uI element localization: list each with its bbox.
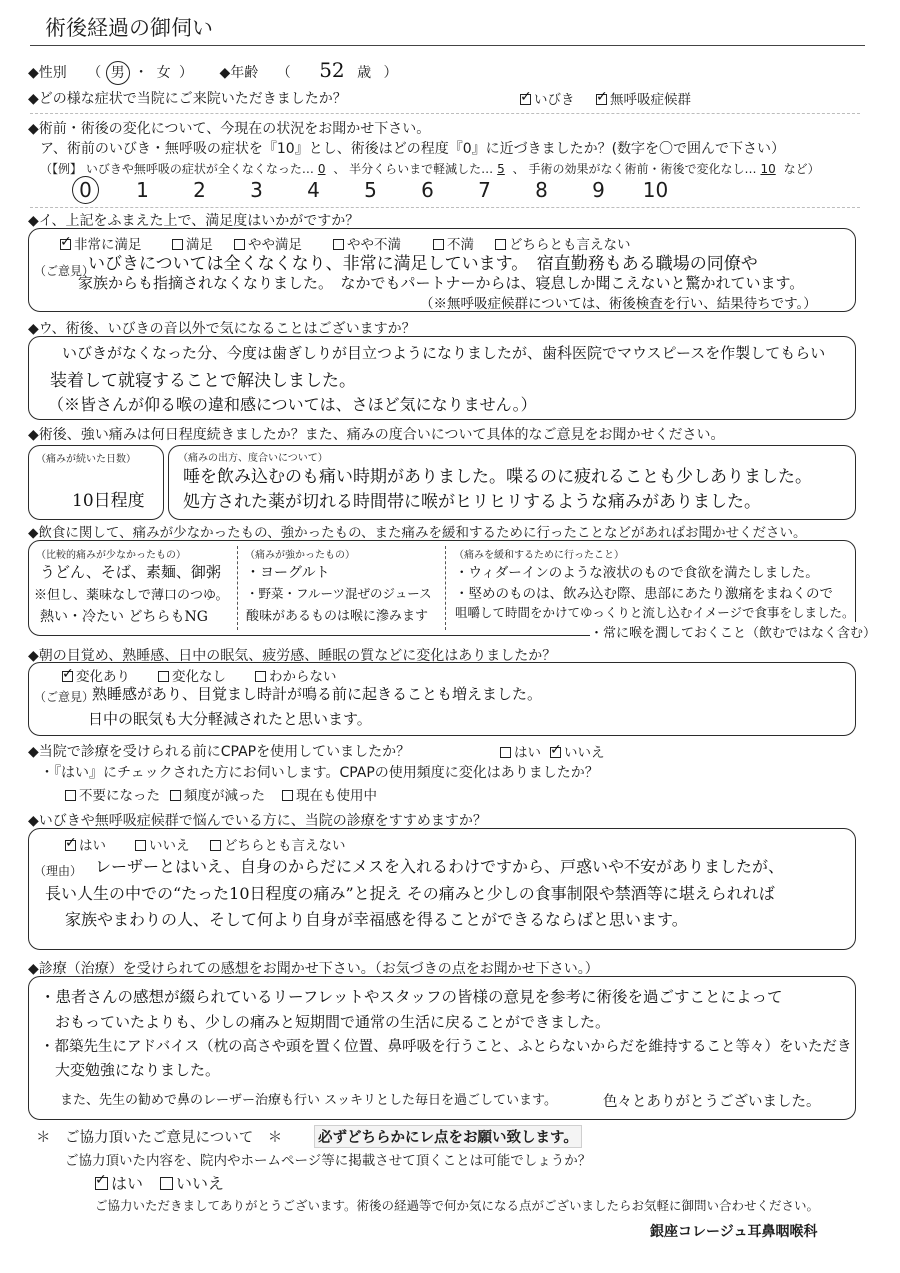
cpap-follow-option[interactable] [170,784,265,804]
option-label: わからない [269,669,337,685]
recommend-option[interactable] [135,834,190,854]
option-label: 満足 [186,237,213,253]
scale-cell [513,177,570,203]
handwritten-answer-line: ・患者さんの感想が綴られているリーフレットやスタッフの皆様の意見を参考に術後を過ごすことによって [40,988,783,1006]
handwritten-answer-line: 大変勉強になりました。 [55,1061,221,1079]
handwritten-closing: 色々とありがとうございました。 [603,1094,821,1110]
pain-days-label: （痛みが続いた日数） [36,454,136,465]
recommend-option[interactable] [65,834,106,854]
pain-question: ◆術後、強い痛みは何日程度続きましたか？また、痛みの度合いについて具体的なご意見をお聞かせください。 [28,427,725,443]
food-less-label: （比較的痛みが少なかったもの） [36,550,186,561]
option-label: 変化なし [172,669,226,685]
example-prefix: （【例】 [40,162,83,176]
option-label: 頻度が減った [184,788,265,804]
option-label: やや不満 [347,237,401,253]
checkbox[interactable] [135,840,146,851]
consent-option-no[interactable] [160,1171,224,1194]
checkbox[interactable] [65,790,76,801]
thanks-message: ご協力いただきましてありがとうございます。術後の経過等で何か気になる点がございましたらお気軽に御問い合わせください。 [95,1198,820,1213]
gender-separator: ・ [134,65,149,81]
scale-number[interactable]: 1 [136,178,149,202]
concern-question: ◆ウ、術後、いびきの音以外で気になることはございますか？ [28,321,416,337]
food-relief-label: （痛みを緩和するために行ったこと） [454,550,624,561]
age-unit: 歳 [357,65,372,81]
change-heading: ◆術前・術後の変化について、今現在の状況をお聞かせ下さい。 [28,121,431,137]
handwritten-comment-line: 日中の眠気も大分軽減されたと思います。 [88,710,372,728]
handwritten-answer-line: ・堅めのものは、飲み込む際、患部にあたり激痛をまねくので [455,586,833,602]
cpap-follow-up-question: ・『はい』にチェックされた方にお伺いします。CPAPの使用頻度に変化はありましたか？ [40,765,599,781]
scale-cell [627,177,684,203]
scale-cell [228,177,285,203]
option-label: はい [79,838,106,854]
symptom-option-snoring[interactable] [520,88,575,108]
handwritten-comment-line: 熟睡感があり、目覚まし時計が鳴る前に起きることも増えました。 [92,685,543,703]
comment-label: （ご意見） [34,264,95,278]
option-label: どちらとも言えない [509,237,631,253]
column-divider [445,546,446,630]
age-value: 52 [319,58,345,82]
consent-heading: ＊ ご協力頂いたご意見について ＊ [36,1130,283,1146]
pain-degree-label: （痛みの出方、度合いについて） [178,453,328,464]
consent-option-yes[interactable] [95,1171,143,1194]
scale-cell [171,177,228,203]
food-strong-label: （痛みが強かったもの） [245,550,355,561]
satisfaction-question: ◆イ、上記をふまえた上で、満足度はいかがですか？ [28,213,360,229]
checkbox[interactable] [95,1177,108,1190]
section-divider [30,113,860,114]
handwritten-answer-line: ・都築先生にアドバイス（枕の高さや頭を置く位置、鼻呼吸を行うこと、ふとらないからだを維持すること等々）をいただき [40,1039,852,1055]
option-label: 無呼吸症候群 [610,92,691,108]
gender-option-female[interactable]: 女 [156,65,171,81]
scale-number[interactable]: 6 [421,178,434,202]
symptom-question: ◆どの様な症状で当院にご来院いただきましたか？ [28,91,347,107]
handwritten-comment-line: いびきについては全くなくなり、非常に満足しています。 宿直勤務もある職場の同僚や [88,254,758,274]
consent-notice: 必ずどちらかにレ点をお願い致します。 [314,1125,582,1148]
handwritten-answer-line: 装着して就寝することで解決しました。 [50,371,356,391]
age-label: ◆年齢 [219,65,259,81]
handwritten-answer-line: 唾を飲み込むのも痛い時期がありました。喋るのに疲れることも少しありました。 [183,467,812,487]
checkbox[interactable] [158,671,169,682]
option-label: 非常に満足 [74,237,142,253]
title-underline [30,45,865,46]
handwritten-reason-line: 長い人生の中での“たった10日程度の痛み”と捉え その痛みと少しの食事制限や禁酒等に堪えられれば [45,884,775,903]
handwritten-answer-line: ・ウィダーインのような液状のもので食欲を満たしました。 [455,565,819,581]
handwritten-answer-line: いびきがなくなった分、今度は歯ぎしりが目立つようになりましたが、歯科医院でマウスピースを作製してもらい [62,344,826,362]
reason-label: （理由） [34,864,83,878]
checkbox[interactable] [500,747,511,758]
scale-cell [285,177,342,203]
handwritten-answer-line: うどん、そば、素麺、御粥 [40,563,221,581]
scale-number[interactable]: 8 [535,178,548,202]
scale-number[interactable]: 4 [307,178,320,202]
section-divider [30,207,860,208]
scale-cell [57,176,114,204]
checkbox[interactable] [550,747,561,758]
consent-question: ご協力頂いた内容を、院内やホームページ等に掲載させて頂くことは可能でしょうか？ [65,1153,592,1169]
example-item-none: いびきや無呼吸の症状が全くなくなった… [85,162,314,176]
option-label: いいえ [176,1174,225,1193]
scale-number[interactable]: 7 [478,178,491,202]
checkbox[interactable] [596,94,607,105]
checkbox[interactable] [210,840,221,851]
handwritten-answer-line: 酸味があるものは喉に滲みます [246,609,429,624]
handwritten-reason-line: レーザーとはいえ、自身のからだにメスを入れるわけですから、戸惑いや不安がありましたが、 [95,857,784,876]
gender-option-male[interactable]: 男 [106,61,130,85]
sleep-option[interactable] [255,665,337,685]
scale-cell [456,177,513,203]
scale-number[interactable]: 9 [592,178,605,202]
handwritten-answer-line: また、先生の勧めで鼻のレーザー治療も行い スッキリとした毎日を過ごしています。 [60,1093,557,1108]
scale-cell [570,177,627,203]
option-label: 不要になった [79,788,160,804]
handwritten-answer-line: おもっていたよりも、少しの痛みと短期間で通常の生活に戻ることができました。 [55,1013,611,1031]
column-divider [237,546,238,630]
sleep-question: ◆朝の目覚め、熟睡感、日中の眠気、疲労感、睡眠の質などに変化はありましたか？ [28,648,557,664]
example-value-none: 0 [317,162,326,176]
checkbox[interactable] [60,239,71,250]
scale-number[interactable]: 10 [642,178,669,202]
option-label: 変化あり [76,669,130,685]
checkbox[interactable] [62,671,73,682]
handwritten-note: ・常に喉を潤しておくこと（飲むではなく含む） [590,622,876,641]
age-close-paren: ） [383,65,398,81]
scale-number[interactable]: 2 [193,178,206,202]
cpap-follow-option[interactable] [65,784,160,804]
option-label: いいえ [149,838,190,854]
food-question: ◆飲食に関して、痛みが少なかったもの、強かったもの、また痛みを緩和するために行ったことなどがあればお聞かせください。 [28,525,807,541]
example-item-unchanged: 、 手術の効果がなく術前・術後で変化なし… [512,162,757,176]
option-label: やや満足 [248,237,302,253]
change-example [40,160,820,177]
comment-label: （ご意見） [34,690,95,704]
scale-number[interactable]: 3 [250,178,263,202]
option-label: はい [111,1174,144,1193]
age-open-paren: （ [276,65,291,81]
checkbox[interactable] [520,94,531,105]
example-value-half: 5 [497,162,505,176]
option-label: どちらとも言えない [224,838,346,854]
checkbox[interactable] [160,1177,173,1190]
document-title: 術後経過の御伺い [45,16,213,40]
scale-cell [399,177,456,203]
option-label: 不満 [447,237,474,253]
handwritten-comment-line: 家族からも指摘されなくなりました。 なかでもパートナーからは、寝息しか聞こえないと驚かれています。 [78,274,805,292]
handwritten-comment-line: （※無呼吸症候群については、術後検査を行い、結果待ちです。） [420,296,817,312]
option-label: いびき [534,92,575,108]
handwritten-answer-line: 咀嚼して時間をかけてゆっくりと流し込むイメージで食事をしました。 [455,605,855,620]
cpap-question: ◆当院で診療を受けられる前にCPAPを使用していましたか？ [28,744,411,760]
gender-open-paren: （ [87,65,102,81]
scale-cell [114,177,171,203]
scale-number[interactable]: 0 [72,176,99,204]
handwritten-answer-line: 処方された薬が切れる時間帯に喉がヒリヒリするような痛みがありました。 [183,492,761,512]
checkbox[interactable] [65,840,76,851]
handwritten-answer-line: ・野菜・フルーツ混ぜのジュース [246,586,432,601]
example-suffix: など） [783,162,820,176]
handwritten-answer-line: ・ヨーグルト [246,565,330,581]
checkbox[interactable] [170,790,181,801]
cpap-follow-option[interactable] [282,784,377,804]
pain-days-value: 10日程度 [72,491,145,511]
cpap-option[interactable] [550,741,605,761]
example-item-half: 、 半分くらいまで軽減した… [333,162,494,176]
change-question-a: ア、術前のいびき・無呼吸の症状を『10』とし、術後はどの程度『0』に近づきましたか？(数字を〇で囲んで下さい） [40,141,786,157]
sleep-option[interactable] [62,665,130,685]
scale-cell [342,177,399,203]
sleep-option[interactable] [158,665,226,685]
handwritten-reason-line: 家族やまわりの人、そして何より自身が幸福感を得ることができるならばと思います。 [65,910,688,929]
option-label: いいえ [564,745,605,761]
recommend-question: ◆いびきや無呼吸症候群で悩んでいる方に、当院の診療をすすめますか？ [28,813,487,829]
cpap-option[interactable] [500,741,541,761]
gender-close-paren: ） [179,65,194,81]
recommend-option[interactable] [210,834,346,854]
scale-number[interactable]: 5 [364,178,377,202]
handwritten-answer-line: （※皆さんが仰る喉の違和感については、さほど気になりません。） [48,395,537,414]
severity-scale [57,176,684,204]
profile-row [28,58,398,85]
symptom-option-apnea[interactable] [596,88,691,108]
option-label: はい [514,745,541,761]
checkbox[interactable] [282,790,293,801]
clinic-name: 銀座コレージュ耳鼻咽喉科 [650,1224,818,1240]
checkbox[interactable] [255,671,266,682]
example-value-unchanged: 10 [760,162,776,176]
gender-label: ◆性別 [28,65,67,81]
option-label: 現在も使用中 [296,788,377,804]
handwritten-answer-line: ※但し、薬味なしで薄口のつゆ。 [34,588,229,603]
impression-question: ◆診療（治療）を受けられての感想をお聞かせ下さい。（お気づきの点をお聞かせ下さい。） [28,961,599,977]
handwritten-answer-line: 熱い・冷たい どちらもNG [40,609,208,625]
